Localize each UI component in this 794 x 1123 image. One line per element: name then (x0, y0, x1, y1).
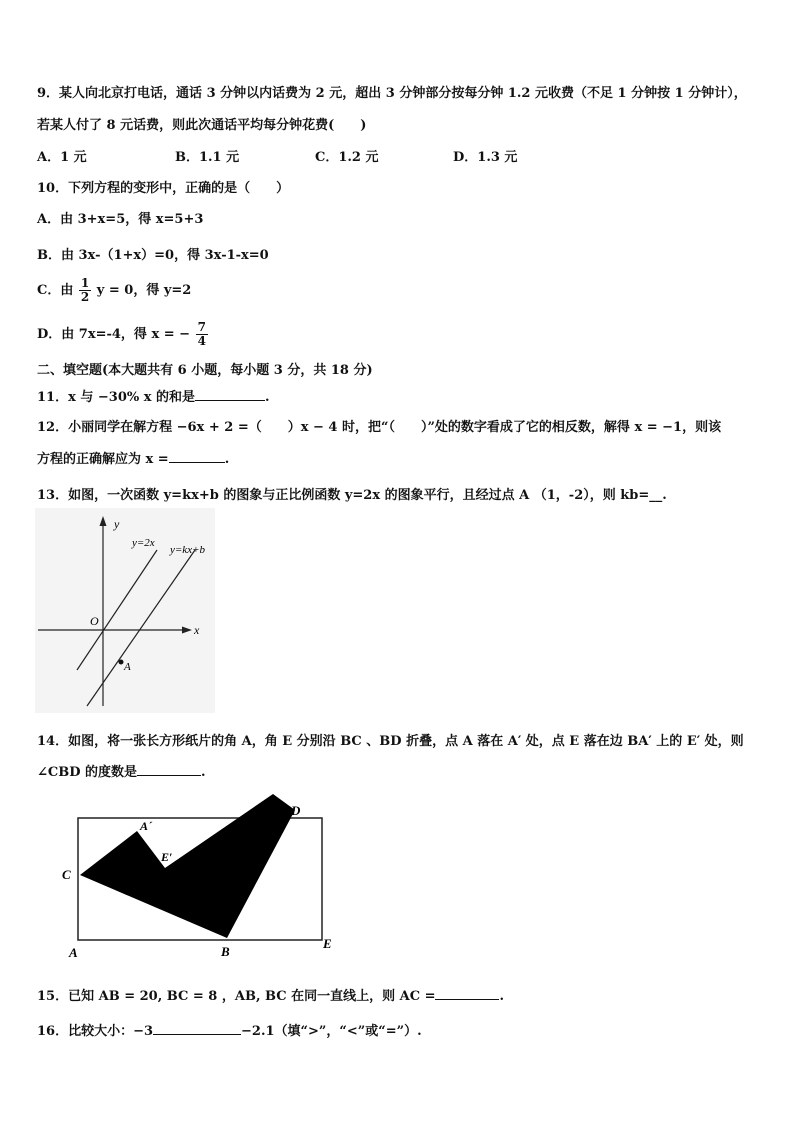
label-b: B (221, 944, 230, 959)
q9-options (37, 146, 517, 165)
q12-text: 方程的正确解应为 x = (37, 452, 169, 467)
origin-label: O (90, 614, 99, 628)
q12-line2 (37, 448, 229, 467)
q14-line1: 14．如图，将一张长方形纸片的角 A，角 E 分别沿 BC 、BD 折叠，点 A 落在 A′ 处，点 E 落在边 BA′ 上的 E′ 处，则 (37, 734, 744, 749)
q14-text: ∠CBD 的度数是 (37, 765, 138, 780)
q15-text: 15．已知 AB = 20, BC = 8 ，AB, BC 在同一直线上，则 AC = (37, 989, 436, 1004)
section-heading: 二、填空题(本大题共有 6 小题，每小题 3 分，共 18 分) (37, 363, 373, 378)
q13-text: 13．如图，一次函数 y=kx+b 的图象与正比例函数 y=2x 的图象平行，且经过点 A （1，-2），则 kb=__. (37, 488, 667, 503)
q15 (37, 985, 504, 1004)
q13-figure (35, 508, 215, 713)
q9-line1: 9．某人向北京打电话，通话 3 分钟以内话费为 2 元，超出 3 分钟部分按每分钟 1.2 元收费（不足 1 分钟按 1 分钟计）， (37, 86, 747, 101)
q10-d-fraction (196, 321, 208, 348)
point-a (119, 660, 124, 665)
q10-option-b: B．由 3x-（1+x）=0，得 3x-1-x=0 (37, 248, 269, 263)
q10-c-prefix: C．由 (37, 283, 74, 298)
folded-region (80, 794, 295, 938)
q15-period: . (499, 989, 505, 1004)
q15-answer-blank (435, 987, 499, 1000)
q10-d-numerator: 7 (197, 320, 206, 334)
q12-answer-blank (169, 450, 225, 463)
point-a-label: A (124, 661, 131, 673)
q9-line2: 若某人付了 8 元话费，则此次通话平均每分钟花费( ) (37, 118, 367, 133)
q11 (37, 386, 270, 405)
q12-period: . (224, 452, 230, 467)
q14-answer-blank (137, 763, 201, 776)
q10-c-numerator: 1 (80, 276, 90, 290)
q11-period: . (265, 390, 270, 405)
q10-option-c (37, 277, 191, 304)
label-d: D (291, 803, 301, 818)
q9-option-a: A．1 元 (37, 150, 87, 165)
q16-suffix: −2.1（填“>”，“<”或“=”）. (241, 1024, 422, 1039)
q10-d-prefix: D．由 7x=-4，得 x = − (37, 327, 191, 342)
q9-option-c: C．1.2 元 (315, 150, 379, 165)
q16-text: 16．比较大小：−3 (37, 1024, 154, 1039)
q10-option-d (37, 321, 209, 348)
q11-text: 11．x 与 −30% x 的和是 (37, 390, 196, 405)
q10-c-fraction (79, 277, 91, 304)
q16 (37, 1020, 422, 1039)
q10-c-suffix: y = 0，得 y=2 (96, 283, 192, 298)
label-e-prime: E′ (161, 850, 173, 864)
label-e: E (323, 936, 332, 951)
q11-answer-blank (195, 388, 265, 401)
q13-figure-background (35, 508, 215, 713)
line-y-kx-b-label: y=kx+b (170, 544, 205, 556)
q10-stem: 10．下列方程的变形中，正确的是（ ） (37, 181, 290, 196)
q14-figure (55, 788, 345, 960)
label-a-prime: A´ (140, 819, 152, 833)
label-a: A (69, 945, 78, 960)
q10-option-a: A．由 3+x=5，得 x=5+3 (37, 212, 204, 227)
line-y-2x-label: y=2x (132, 537, 155, 549)
label-c: C (62, 867, 71, 882)
q10-d-denominator: 4 (197, 334, 206, 348)
q14-line2 (37, 761, 206, 780)
q9-option-b: B．1.1 元 (175, 150, 240, 165)
q9-option-d: D．1.3 元 (453, 150, 518, 165)
y-axis-label: y (114, 517, 120, 531)
q14-period: . (201, 765, 206, 780)
q10-c-denominator: 2 (80, 290, 90, 304)
q12-line1: 12．小丽同学在解方程 −6x + 2 =（ ）x − 4 时，把“（ ）”处的数字看成了它的相反数，解得 x = −1，则该 (37, 420, 722, 435)
x-axis-label: x (194, 623, 200, 637)
q16-answer-blank (153, 1022, 241, 1035)
